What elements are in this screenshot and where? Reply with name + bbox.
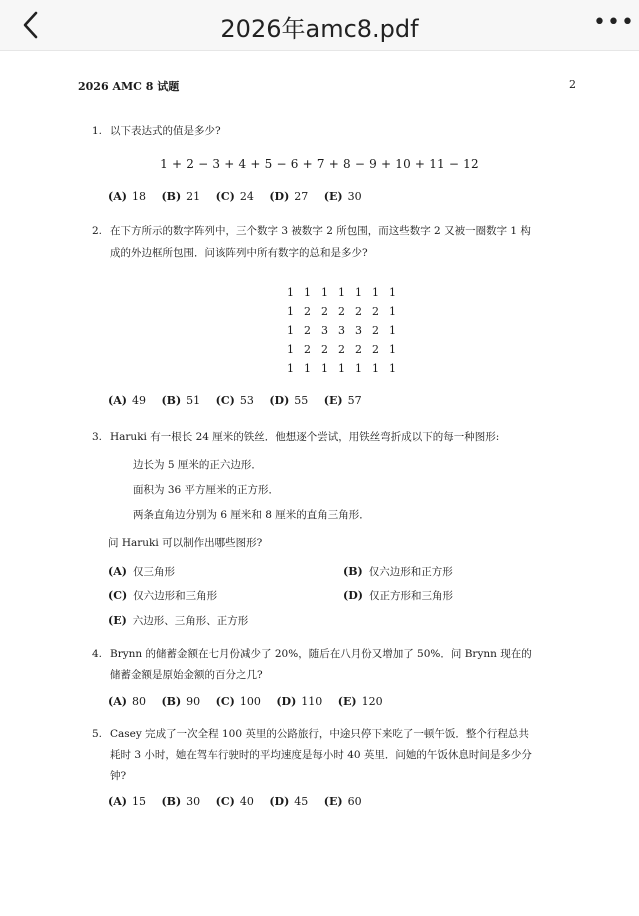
question-text-line-1: 在下方所示的数字阵列中，三个数字 3 被数字 2 所包围，而这些数字 2 又被一圈数字 1 构	[110, 225, 531, 237]
choice-b[interactable]: (B) 仅六边形和正方形	[343, 565, 453, 578]
choice-c[interactable]: (C) 仅六边形和三角形	[108, 589, 218, 602]
question-number: 2.	[92, 225, 103, 237]
page-header: 2026 AMC 8 试题	[78, 80, 180, 93]
array-cell: 2	[304, 305, 311, 318]
question-text-line-2: 耗时 3 小时，她在驾车行驶时的平均速度是每小时 40 英里．问她的午饭休息时间是多少分	[110, 749, 532, 761]
question-number: 1.	[92, 125, 103, 137]
shape-triangle: 两条直角边分别为 6 厘米和 8 厘米的直角三角形．	[133, 509, 370, 521]
array-cell: 2	[304, 343, 311, 356]
choice-e[interactable]: (E) 120	[337, 695, 383, 708]
array-cell: 1	[287, 324, 294, 337]
choice-d[interactable]: (D) 27	[269, 190, 309, 203]
document-title: 2026年amc8.pdf	[220, 15, 419, 43]
array-cell: 2	[338, 305, 345, 318]
array-cell: 1	[389, 324, 396, 337]
choice-c[interactable]: (C) 24	[215, 190, 254, 203]
q1-expression: 1 + 2 − 3 + 4 + 5 − 6 + 7 + 8 − 9 + 10 + 11 − 12	[160, 157, 479, 171]
array-row	[287, 283, 406, 302]
question-text-line-1: Casey 完成了一次全程 100 英里的公路旅行，中途只停下来吃了一顿午饭．整个行程总共	[110, 728, 529, 740]
array-cell: 1	[304, 362, 311, 375]
choice-c[interactable]: (C) 100	[215, 695, 261, 708]
array-cell: 2	[372, 305, 379, 318]
array-cell: 1	[338, 362, 345, 375]
array-cell: 2	[304, 324, 311, 337]
array-cell: 2	[355, 343, 362, 356]
choice-e[interactable]: (E) 30	[323, 190, 362, 203]
q4-choices	[108, 695, 395, 708]
array-cell: 2	[338, 343, 345, 356]
array-cell: 1	[338, 286, 345, 299]
choice-b[interactable]: (B) 30	[161, 795, 201, 808]
more-icon: •••	[593, 10, 635, 35]
question-text-line-1: Brynn 的储蓄金额在七月份减少了 20%，随后在八月份又增加了 50%．问 Brynn 现在的	[110, 648, 532, 660]
question-text-line-2: 成的外边框所包围．问该阵列中所有数字的总和是多少?	[110, 247, 368, 259]
viewer-toolbar	[0, 0, 639, 51]
choice-c[interactable]: (C) 53	[215, 394, 254, 407]
choice-c[interactable]: (C) 40	[215, 795, 254, 808]
array-cell: 1	[389, 343, 396, 356]
choice-d[interactable]: (D) 110	[276, 695, 323, 708]
shape-square: 面积为 36 平方厘米的正方形．	[133, 484, 280, 496]
array-cell: 3	[355, 324, 362, 337]
choice-a[interactable]: (A) 80	[108, 695, 146, 708]
array-cell: 1	[355, 286, 362, 299]
array-cell: 1	[372, 286, 379, 299]
array-cell: 2	[321, 305, 328, 318]
question-text-line-2: 储蓄金额是原始金额的百分之几?	[110, 669, 263, 681]
choice-d[interactable]: (D) 仅正方形和三角形	[343, 589, 453, 602]
array-row	[287, 302, 406, 321]
q1-choices	[108, 190, 374, 203]
array-cell: 2	[372, 343, 379, 356]
array-cell: 1	[287, 286, 294, 299]
choice-e[interactable]: (E) 六边形、三角形、正方形	[108, 614, 249, 627]
array-cell: 1	[287, 305, 294, 318]
choice-e[interactable]: (E) 60	[323, 795, 362, 808]
array-row	[287, 340, 406, 359]
array-cell: 2	[321, 343, 328, 356]
choice-b[interactable]: (B) 21	[161, 190, 201, 203]
choice-b[interactable]: (B) 90	[161, 695, 201, 708]
array-cell: 1	[321, 286, 328, 299]
question-text-line-3: 钟?	[110, 770, 127, 782]
array-cell: 1	[321, 362, 328, 375]
array-cell: 1	[304, 286, 311, 299]
choice-b[interactable]: (B) 51	[161, 394, 201, 407]
q5-choices	[108, 795, 374, 808]
choice-a[interactable]: (A) 仅三角形	[108, 565, 175, 578]
array-cell: 1	[287, 343, 294, 356]
choice-a[interactable]: (A) 15	[108, 795, 146, 808]
array-cell: 2	[372, 324, 379, 337]
array-row	[287, 359, 406, 378]
more-options-button[interactable]	[593, 10, 635, 36]
q2-choices	[108, 394, 374, 407]
question-prompt: 问 Haruki 可以制作出哪些图形?	[108, 537, 263, 549]
array-cell: 1	[355, 362, 362, 375]
question-number: 4.	[92, 648, 103, 660]
pdf-page	[0, 50, 639, 916]
q2-number-array	[287, 283, 406, 378]
array-row	[287, 321, 406, 340]
array-cell: 3	[321, 324, 328, 337]
array-cell: 1	[372, 362, 379, 375]
question-number: 5.	[92, 728, 103, 740]
choice-a[interactable]: (A) 49	[108, 394, 146, 407]
choice-d[interactable]: (D) 55	[269, 394, 309, 407]
shape-hexagon: 边长为 5 厘米的正六边形．	[133, 459, 262, 471]
array-cell: 1	[287, 362, 294, 375]
array-cell: 1	[389, 305, 396, 318]
array-cell: 1	[389, 362, 396, 375]
array-cell: 1	[389, 286, 396, 299]
question-text: Haruki 有一根长 24 厘米的铁丝．他想逐个尝试，用铁丝弯折成以下的每一种图形:	[110, 431, 500, 443]
choice-a[interactable]: (A) 18	[108, 190, 146, 203]
page-number: 2	[569, 78, 576, 91]
array-cell: 2	[355, 305, 362, 318]
choice-e[interactable]: (E) 57	[323, 394, 362, 407]
question-number: 3.	[92, 431, 103, 443]
array-cell: 3	[338, 324, 345, 337]
question-text: 以下表达式的值是多少?	[110, 125, 221, 137]
choice-d[interactable]: (D) 45	[269, 795, 309, 808]
